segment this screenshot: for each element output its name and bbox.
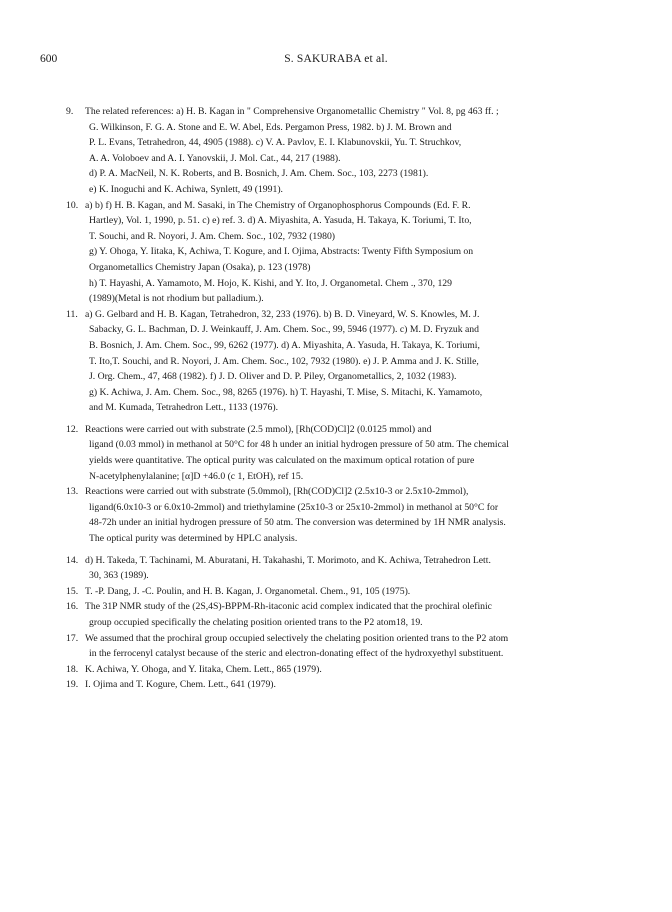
reference-line: N-acetylphenylalanine; [α]D +46.0 (c 1, EtOH), ref 15. (89, 470, 304, 482)
reference-item (66, 584, 634, 600)
reference-number: 15. (66, 585, 79, 597)
reference-item (66, 104, 634, 198)
reference-item (66, 677, 634, 693)
reference-line: T. Ito,T. Souchi, and R. Noyori, J. Am. Chem. Soc., 102, 7932 (1980). e) J. P. Amma and J. K. Stille, (89, 355, 479, 367)
reference-line: J. Org. Chem., 47, 468 (1982). f) J. D. Oliver and D. P. Piley, Organometallics, 2, 1032 (1983). (89, 371, 457, 383)
reference-line: K. Achiwa, Y. Ohoga, and Y. Iitaka, Chem. Lett., 865 (1979). (85, 663, 322, 675)
reference-number: 18. (66, 663, 79, 675)
reference-line: d) H. Takeda, T. Tachinami, M. Aburatani, H. Takahashi, T. Morimoto, and K. Achiwa, Tetrahedron Lett. (85, 554, 491, 566)
reference-number: 19. (66, 679, 79, 691)
reference-line: d) P. A. MacNeil, N. K. Roberts, and B. Bosnich, J. Am. Chem. Soc., 103, 2273 (1981). (89, 168, 429, 180)
reference-line: The optical purity was determined by HPLC analysis. (89, 533, 298, 545)
reference-line: group occupied specifically the chelating position oriented trans to the P2 atom18, 19. (89, 617, 423, 628)
reference-line: Reactions were carried out with substrate (2.5 mmol), [Rh(COD)Cl]2 (0.0125 mmol) and (85, 423, 432, 435)
reference-line: We assumed that the prochiral group occupied selectively the chelating position oriented trans to the P2 atom (85, 632, 509, 644)
reference-line: 30, 363 (1989). (89, 570, 149, 582)
reference-list (66, 104, 634, 693)
reference-line: Hartley), Vol. 1, 1990, p. 51. c) e) ref. 3. d) A. Miyashita, A. Yasuda, H. Takaya, K. Toriumi, T. Ito, (89, 215, 472, 227)
reference-number: 17. (66, 632, 79, 644)
reference-line: The related references: a) H. B. Kagan in " Comprehensive Organometallic Chemistry " Vol. 8, pg 463 ff. ; (85, 106, 499, 117)
reference-line: G. Wilkinson, F. G. A. Stone and E. W. Abel, Eds. Pergamon Press, 1982. b) J. M. Brown and (89, 121, 452, 133)
reference-number: 13. (66, 486, 79, 498)
reference-line: T. Souchi, and R. Noyori, J. Am. Chem. Soc., 102, 7932 (1980) (89, 230, 336, 242)
reference-line: and M. Kumada, Tetrahedron Lett., 1133 (1976). (89, 402, 278, 414)
reference-line: h) T. Hayashi, A. Yamamoto, M. Hojo, K. Kishi, and Y. Ito, J. Organometal. Chem ., 370, 129 (89, 277, 452, 289)
reference-number: 14. (66, 554, 79, 566)
reference-item (66, 599, 634, 630)
reference-line: a) G. Gelbard and H. B. Kagan, Tetrahedron, 32, 233 (1976). b) B. D. Vineyard, W. S. Knowles, M. J. (85, 308, 480, 320)
reference-line: A. A. Voloboev and A. I. Yanovskii, J. Mol. Cat., 44, 217 (1988). (89, 152, 341, 164)
reference-item (66, 307, 634, 416)
reference-item (66, 484, 634, 546)
reference-item (66, 631, 634, 662)
reference-line: The 31P NMR study of the (2S,4S)-BPPM-Rh-itaconic acid complex indicated that the prochiral olefinic (85, 601, 492, 613)
reference-line: g) K. Achiwa, J. Am. Chem. Soc., 98, 8265 (1976). h) T. Hayashi, T. Mise, S. Mitachi, K. Yamamoto, (89, 386, 483, 398)
reference-line: in the ferrocenyl catalyst because of the steric and electron-donating effect of the hydroxyethyl substituent. (89, 648, 504, 660)
reference-line: e) K. Inoguchi and K. Achiwa, Synlett, 49 (1991). (89, 183, 283, 195)
reference-item (66, 422, 634, 484)
reference-number: 10. (66, 199, 79, 211)
reference-line: B. Bosnich, J. Am. Chem. Soc., 99, 6262 (1977). d) A. Miyashita, A. Yasuda, H. Takaya, K. Toriumi, (89, 339, 480, 351)
reference-item (66, 662, 634, 678)
reference-item (66, 198, 634, 307)
page-number: 600 (40, 53, 58, 65)
reference-line: (1989)(Metal is not rhodium but palladium.). (89, 293, 264, 305)
reference-number: 9. (66, 106, 74, 117)
reference-number: 12. (66, 423, 79, 435)
reference-line: I. Ojima and T. Kogure, Chem. Lett., 641 (1979). (85, 679, 276, 691)
reference-line: g) Y. Ohoga, Y. Iitaka, K, Achiwa, T. Kogure, and I. Ojima, Abstracts: Twenty Fifth Symposium on (89, 246, 474, 258)
reference-line: Organometallics Chemistry Japan (Osaka), p. 123 (1978) (89, 261, 311, 273)
reference-item (66, 553, 634, 584)
reference-line: Sabacky, G. L. Bachman, D. J. Weinkauff, J. Am. Chem. Soc., 99, 5946 (1977). c) M. D. Fryzuk and (89, 324, 479, 336)
reference-number: 11. (66, 308, 78, 320)
reference-line: ligand(6.0x10-3 or 6.0x10-2mmol) and triethylamine (25x10-3 or 25x10-2mmol) in methanol at 50°C for (89, 501, 499, 513)
reference-line: Reactions were carried out with substrate (5.0mmol), [Rh(COD)Cl]2 (2.5x10-3 or 2.5x10-2mmol), (85, 486, 469, 498)
page-header (0, 53, 672, 71)
reference-line: ligand (0.03 mmol) in methanol at 50°C for 48 h under an initial hydrogen pressure of 50 atm. The chemical (89, 439, 509, 451)
running-head: S. SAKURABA et al. (284, 53, 388, 65)
reference-number: 16. (66, 601, 79, 613)
reference-line: T. -P. Dang, J. -C. Poulin, and H. B. Kagan, J. Organometal. Chem., 91, 105 (1975). (85, 585, 411, 597)
reference-line: P. L. Evans, Tetrahedron, 44, 4905 (1988). c) V. A. Pavlov, E. I. Klabunovskii, Yu. T. Struchkov, (89, 137, 462, 149)
reference-line: 48-72h under an initial hydrogen pressure of 50 atm. The conversion was determined by 1H NMR analysis. (89, 517, 506, 529)
reference-line: a) b) f) H. B. Kagan, and M. Sasaki, in The Chemistry of Organophosphorus Compounds (Ed. F. R. (85, 199, 471, 211)
reference-line: yields were quantitative. The optical purity was calculated on the maximum optical rotation of pure (89, 455, 475, 467)
